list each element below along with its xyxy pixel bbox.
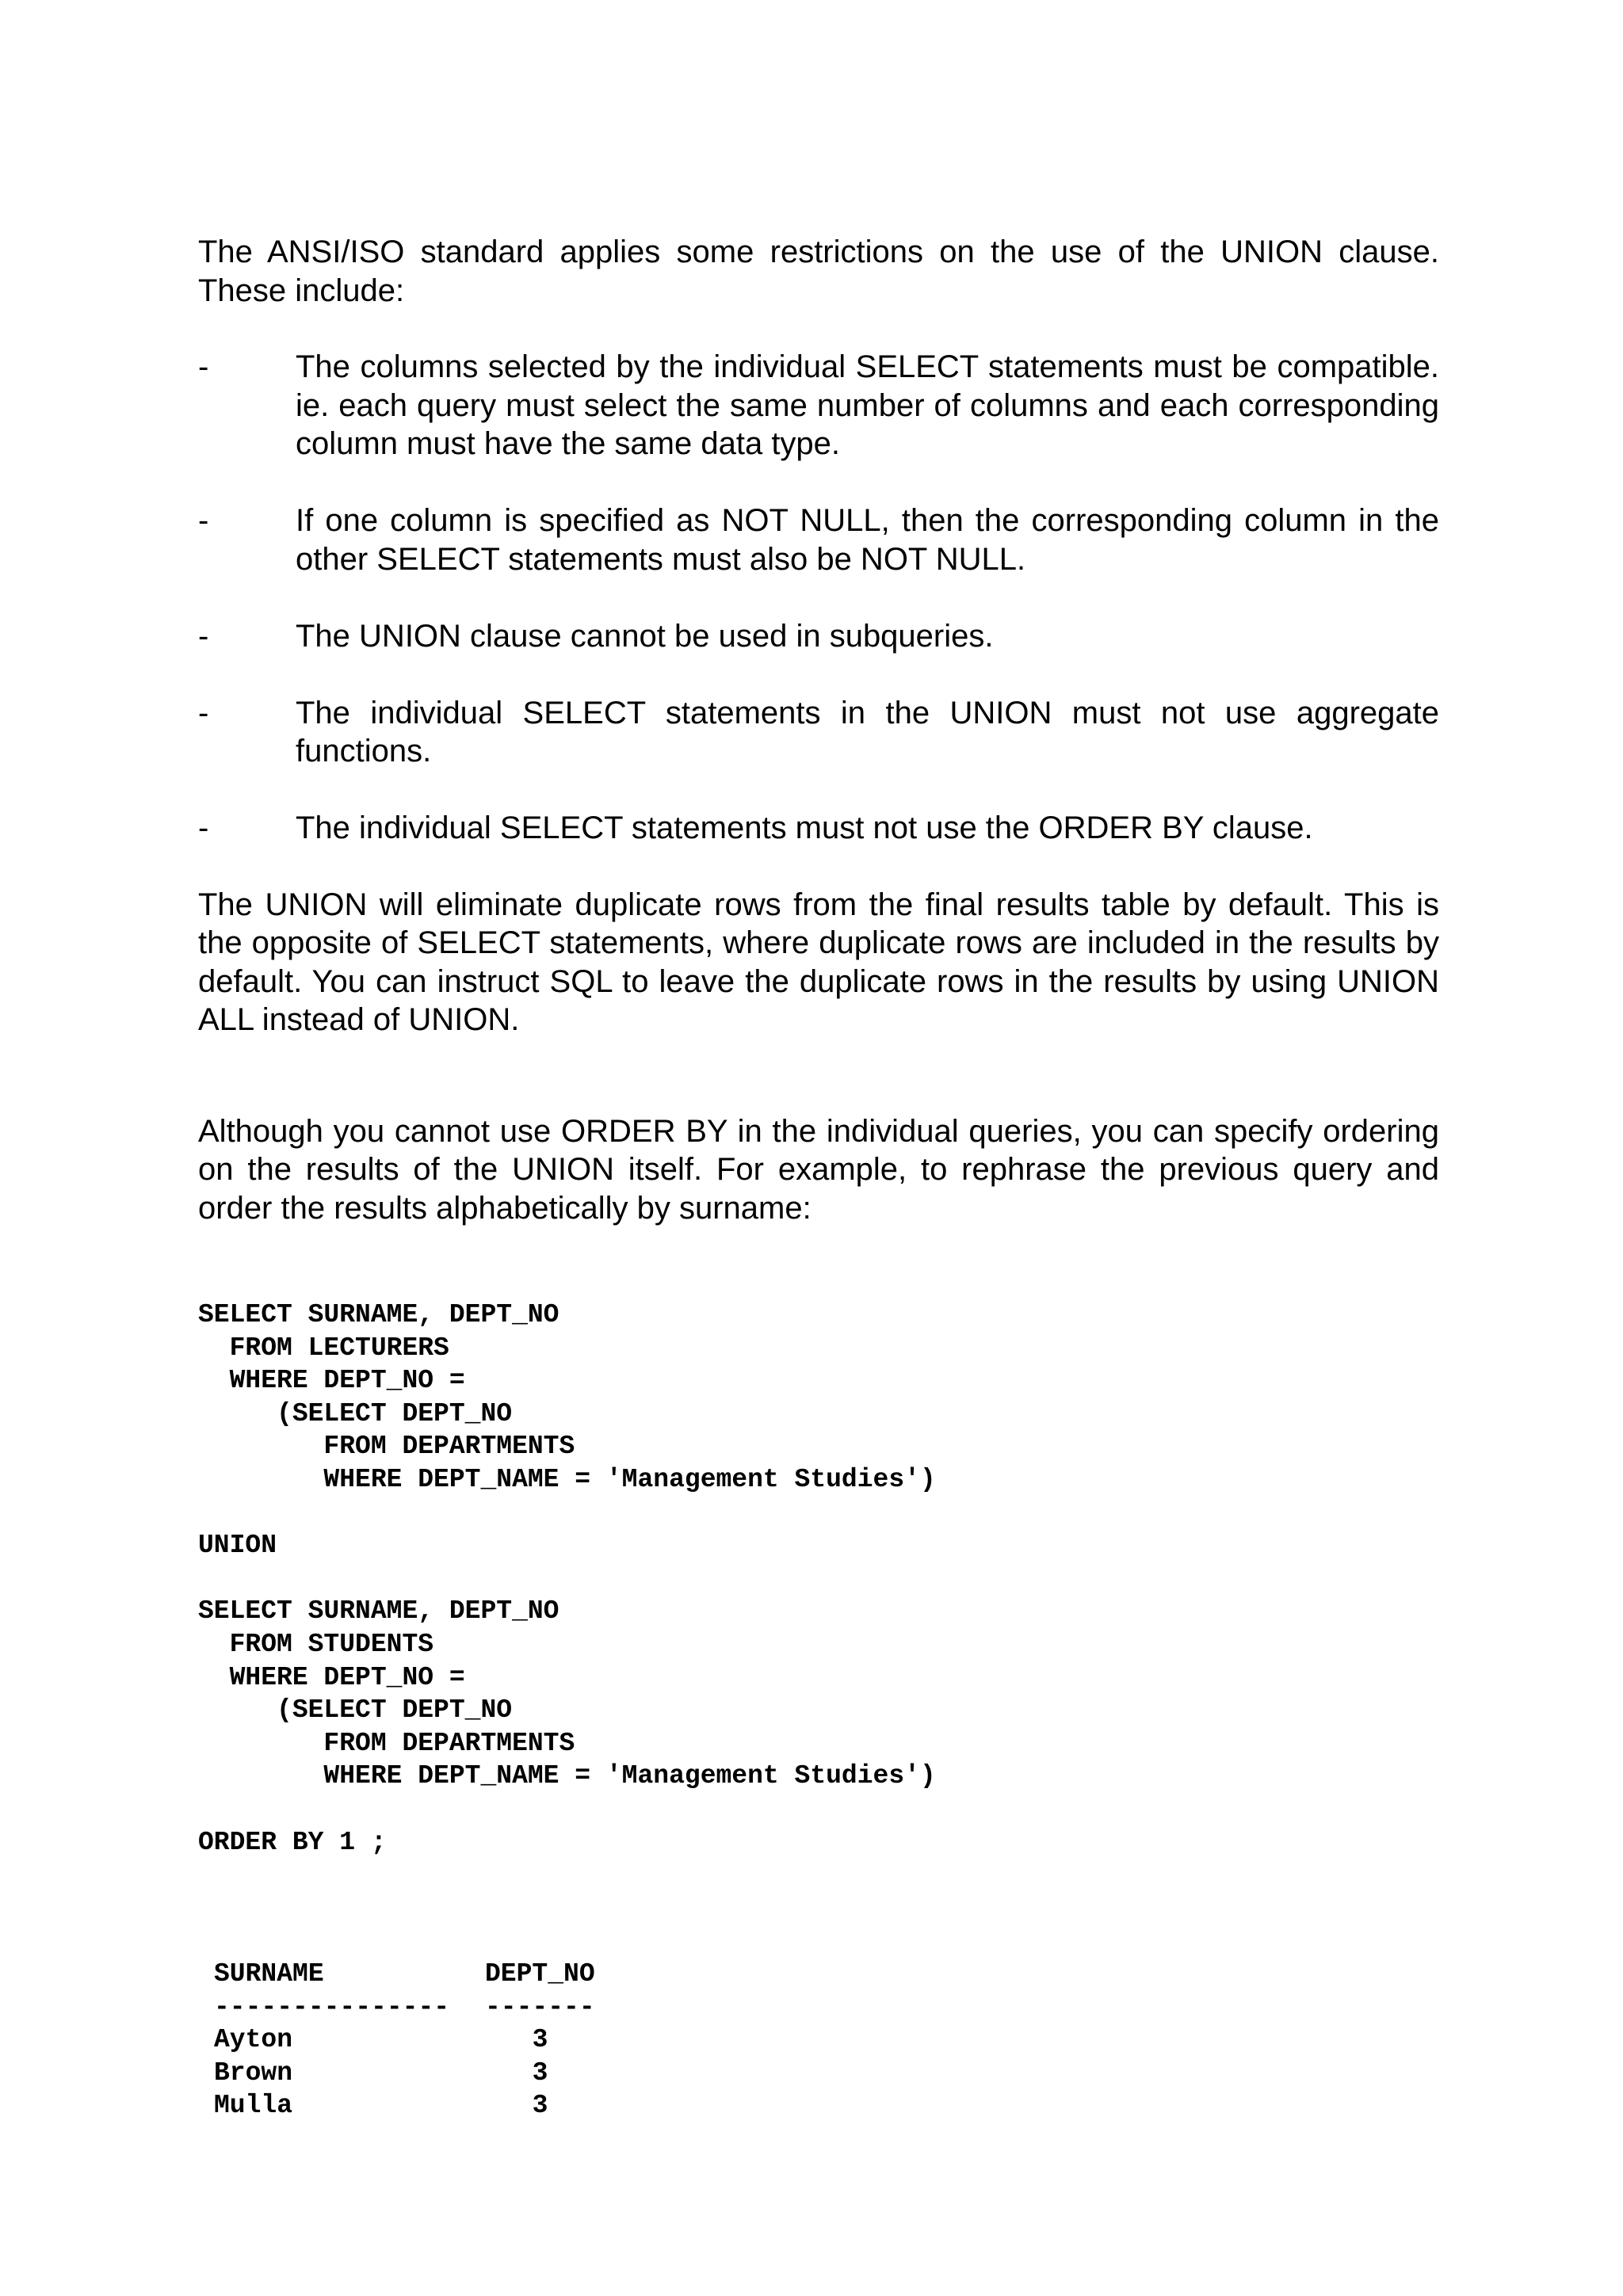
union-note-paragraph: The UNION will eliminate duplicate rows from the final results table by default. This is the opposite of SELECT statements, where duplicate rows are included in the results by default. You can instruct SQL to leave the duplicate rows in the results by using UNION ALL instead of UNION. xyxy=(198,887,1439,1037)
list-item xyxy=(198,502,1439,578)
cell-dept-no: 3 xyxy=(532,2091,548,2121)
table-row xyxy=(214,2057,1439,2090)
intro-paragraph: The ANSI/ISO standard applies some restrictions on the use of the UNION clause. These include: xyxy=(198,235,1439,308)
list-item xyxy=(198,694,1439,771)
result-header-row xyxy=(214,1958,1439,1991)
restriction-text: The individual SELECT statements in the UNION must not use aggregate functions. xyxy=(296,695,1439,769)
list-item xyxy=(198,348,1439,463)
table-row xyxy=(214,2023,1439,2057)
result-separator-row xyxy=(214,1991,1439,2024)
list-item xyxy=(198,809,1439,848)
list-item xyxy=(198,617,1439,656)
bullet-dash: - xyxy=(198,349,209,384)
cell-surname: Brown xyxy=(214,2058,293,2088)
restrictions-list xyxy=(198,348,1439,848)
bullet-dash: - xyxy=(198,618,209,654)
cell-dept-no: 3 xyxy=(532,2025,548,2055)
restriction-text: The UNION clause cannot be used in subqueries. xyxy=(296,618,994,654)
table-row xyxy=(214,2089,1439,2122)
separator-surname: --------------- xyxy=(214,1992,450,2022)
restriction-text: If one column is specified as NOT NULL, then the corresponding column in the other SELECT statements must also be NOT NULL. xyxy=(296,503,1439,577)
query-result xyxy=(214,1958,1439,2122)
restriction-text: The columns selected by the individual SELECT statements must be compatible. ie. each query must select the same number of columns and each corresponding column must have the same data type. xyxy=(296,349,1439,461)
bullet-dash: - xyxy=(198,503,209,538)
cell-surname: Ayton xyxy=(214,2025,293,2055)
document-page xyxy=(198,233,1439,2122)
order-note-paragraph: Although you cannot use ORDER BY in the individual queries, you can specify ordering on the results of the UNION itself. For example, to rephrase the previous query and order the results alphabetically by surname: xyxy=(198,1113,1439,1226)
restriction-text: The individual SELECT statements must not use the ORDER BY clause. xyxy=(296,810,1313,845)
cell-dept-no: 3 xyxy=(532,2058,548,2088)
cell-surname: Mulla xyxy=(214,2091,293,2121)
sql-code-block: SELECT SURNAME, DEPT_NO FROM LECTURERS WHERE DEPT_NO = (SELECT DEPT_NO FROM DEPARTMENTS WHERE DEPT_NAME = 'Management Studies') UNION SELECT SURNAME, DEPT_NO FROM STUDENTS WHERE DEPT_NO = (SELECT DEPT_NO FROM DEPARTMENTS WHERE DEPT_NAME = 'Management Studies') ORDER BY 1 ; xyxy=(198,1300,936,1857)
bullet-dash: - xyxy=(198,810,209,845)
bullet-dash: - xyxy=(198,695,209,730)
separator-dept-no: ------- xyxy=(485,1992,595,2022)
column-header-surname: SURNAME xyxy=(214,1959,324,1989)
column-header-dept-no: DEPT_NO xyxy=(485,1959,595,1989)
